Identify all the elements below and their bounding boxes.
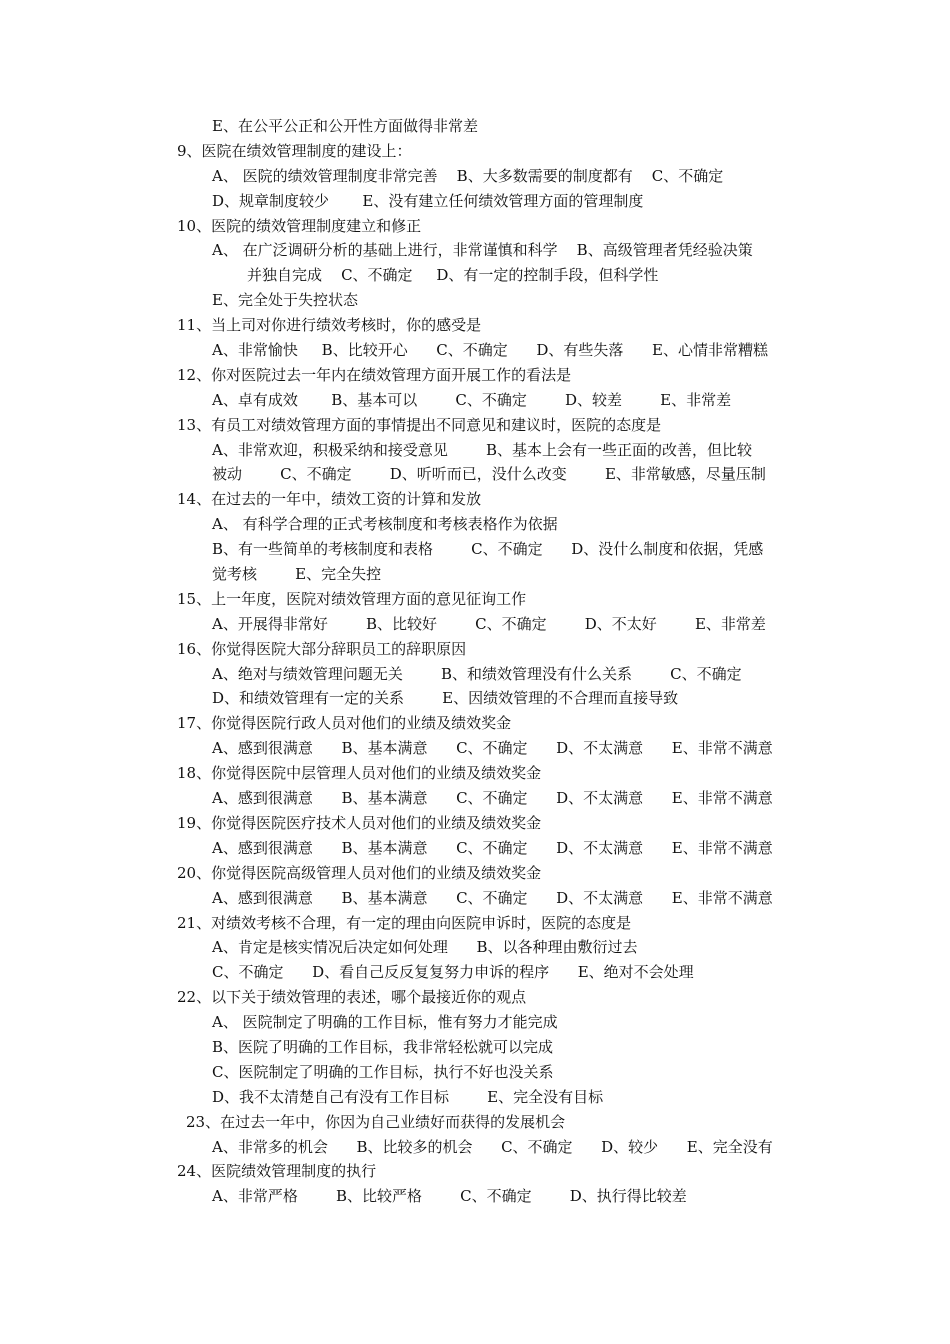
option-line: A、非常多的机会 B、比较多的机会 C、不确定 D、较少 E、完全没有 xyxy=(212,1137,773,1156)
option-line: D、规章制度较少 E、没有建立任何绩效管理方面的管理制度 xyxy=(212,191,644,210)
question-text: 21、对绩效考核不合理，有一定的理由向医院申诉时，医院的态度是 xyxy=(177,913,632,932)
option-line: D、我不太清楚自己有没有工作目标 E、完全没有目标 xyxy=(212,1087,604,1106)
option-line: A、 医院制定了明确的工作目标，惟有努力才能完成 xyxy=(212,1013,558,1032)
question-text: 15、上一年度，医院对绩效管理方面的意见征询工作 xyxy=(177,589,527,608)
option-line: A、卓有成效 B、基本可以 C、不确定 D、较差 E、非常差 xyxy=(212,390,732,409)
question-text: 24、医院绩效管理制度的执行 xyxy=(177,1162,377,1181)
option-line: A、 在广泛调研分析的基础上进行，非常谨慎和科学 B、高级管理者凭经验决策 xyxy=(212,241,753,260)
option-line: A、感到很满意 B、基本满意 C、不确定 D、不太满意 E、非常不满意 xyxy=(212,838,773,857)
question-text: 22、以下关于绩效管理的表述，哪个最接近你的观点 xyxy=(177,988,527,1007)
option-line: E、在公平公正和公开性方面做得非常差 xyxy=(212,117,478,135)
option-line: C、不确定 D、看自己反反复复努力申诉的程序 E、绝对不会处理 xyxy=(212,963,694,982)
option-line: A、感到很满意 B、基本满意 C、不确定 D、不太满意 E、非常不满意 xyxy=(212,888,773,907)
option-line: B、有一些简单的考核制度和表格 C、不确定 D、没什么制度和依据，凭感 xyxy=(212,540,764,559)
question-text: 23、在过去一年中，你因为自己业绩好而获得的发展机会 xyxy=(186,1112,566,1131)
option-line: A、 有科学合理的正式考核制度和考核表格作为依据 xyxy=(212,515,558,534)
option-line: A、绝对与绩效管理问题无关 B、和绩效管理没有什么关系 C、不确定 xyxy=(212,664,742,683)
option-line: A、非常欢迎，积极采纳和接受意见 B、基本上会有一些正面的改善，但比较 xyxy=(212,440,753,459)
question-text: 19、你觉得医院医疗技术人员对他们的业绩及绩效奖金 xyxy=(177,813,542,832)
question-text: 10、医院的绩效管理制度建立和修正 xyxy=(177,216,422,235)
questionnaire-body xyxy=(0,114,950,1209)
option-line: A、感到很满意 B、基本满意 C、不确定 D、不太满意 E、非常不满意 xyxy=(212,739,773,758)
question-text: 16、你觉得医院大部分辞职员工的辞职原因 xyxy=(177,639,467,658)
option-line: B、医院了明确的工作目标，我非常轻松就可以完成 xyxy=(212,1037,554,1056)
option-line: 被动 C、不确定 D、听听而已，没什么改变 E、非常敏感，尽量压制 xyxy=(212,465,766,484)
option-line: A、肯定是核实情况后决定如何处理 B、以各种理由敷衍过去 xyxy=(212,938,638,957)
option-line: C、医院制定了明确的工作目标，执行不好也没关系 xyxy=(212,1062,554,1081)
option-line: 并独自完成 C、不确定 D、有一定的控制手段，但科学性 xyxy=(247,266,659,285)
question-text: 9、医院在绩效管理制度的建设上： xyxy=(177,141,412,160)
option-line: E、完全处于失控状态 xyxy=(212,291,358,310)
question-text: 17、你觉得医院行政人员对他们的业绩及绩效奖金 xyxy=(177,714,512,733)
question-text: 20、你觉得医院高级管理人员对他们的业绩及绩效奖金 xyxy=(177,863,542,882)
option-line: A、感到很满意 B、基本满意 C、不确定 D、不太满意 E、非常不满意 xyxy=(212,789,773,808)
question-text: 12、你对医院过去一年内在绩效管理方面开展工作的看法是 xyxy=(177,365,572,384)
option-line: D、和绩效管理有一定的关系 E、因绩效管理的不合理而直接导致 xyxy=(212,689,679,708)
question-text: 14、在过去的一年中，绩效工资的计算和发放 xyxy=(177,490,482,509)
option-line: A、非常严格 B、比较严格 C、不确定 D、执行得比较差 xyxy=(212,1187,687,1206)
option-line: 觉考核 E、完全失控 xyxy=(212,565,382,584)
question-text: 13、有员工对绩效管理方面的事情提出不同意见和建议时，医院的态度是 xyxy=(177,415,662,434)
option-line: A、开展得非常好 B、比较好 C、不确定 D、不太好 E、非常差 xyxy=(212,614,766,633)
question-text: 18、你觉得医院中层管理人员对他们的业绩及绩效奖金 xyxy=(177,764,542,783)
option-line: A、非常愉快 B、比较开心 C、不确定 D、有些失落 E、心情非常糟糕 xyxy=(212,341,768,360)
option-line: A、 医院的绩效管理制度非常完善 B、大多数需要的制度都有 C、不确定 xyxy=(212,166,724,185)
question-text: 11、当上司对你进行绩效考核时，你的感受是 xyxy=(177,316,482,335)
